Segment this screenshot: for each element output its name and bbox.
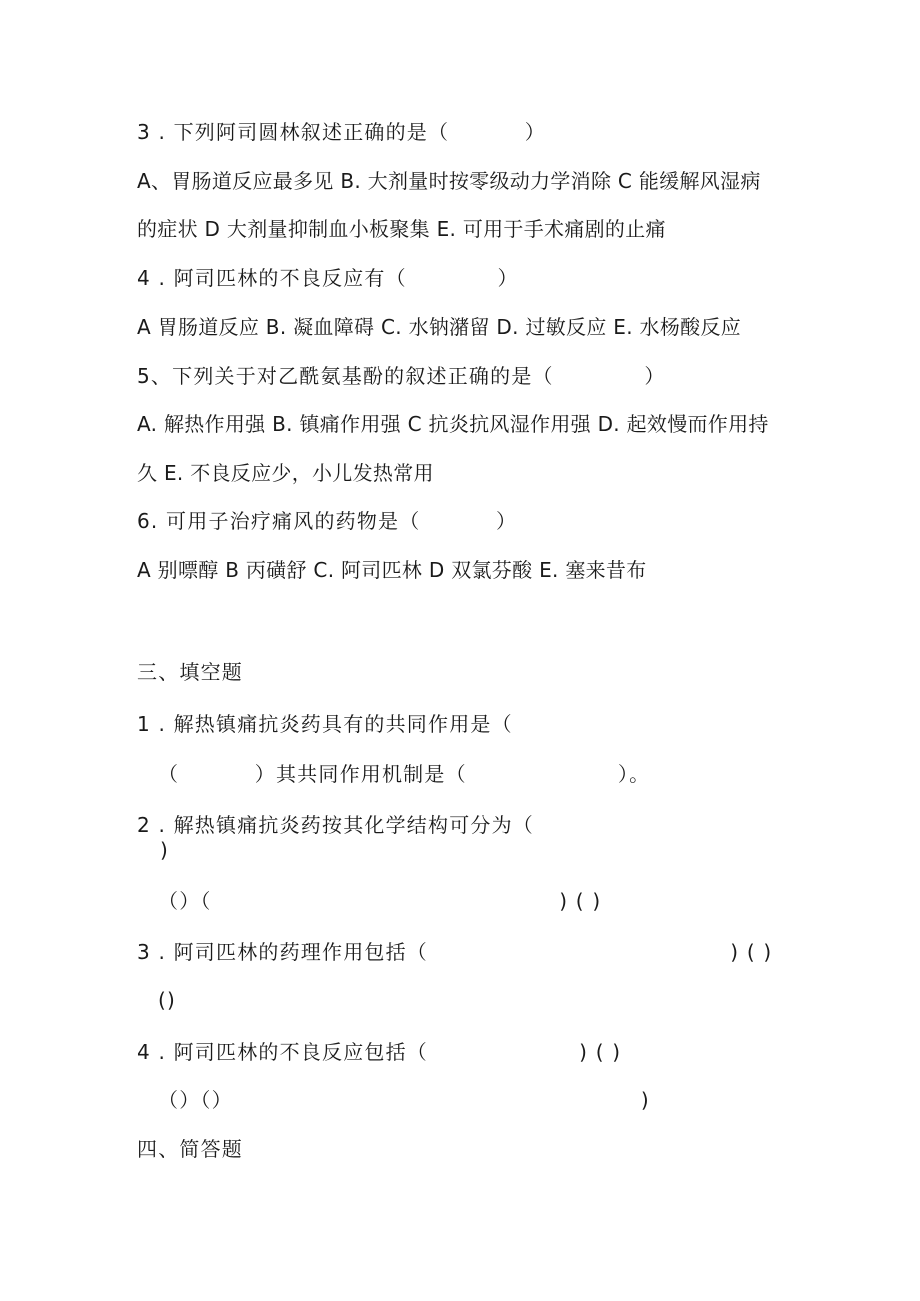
fill-2-line-1: 2 . 解热镇痛抗炎药按其化学结构可分为（ [137, 813, 534, 837]
fill-2-line-3: （）（ ) ( ) [158, 889, 602, 913]
fill-2-line-2: ) [160, 838, 170, 862]
question-3-options-line-1: A、胃肠道反应最多见 B. 大剂量时按零级动力学消除 C 能缓解风湿病 [137, 169, 761, 193]
fill-1-line-1: 1 . 解热镇痛抗炎药具有的共同作用是（ [137, 712, 513, 736]
question-5-options-line-1: A. 解热作用强 B. 镇痛作用强 C 抗炎抗风湿作用强 D. 起效慢而作用持 [137, 412, 769, 436]
question-5-options-line-2: 久 E. 不良反应少，小儿发热常用 [137, 461, 434, 485]
question-5-stem: 5、下列关于对乙酰氨基酚的叙述正确的是（ ） [137, 364, 666, 388]
fill-3-line-1: 3 . 阿司匹林的药理作用包括（ ) ( ) [137, 940, 773, 964]
fill-4-line-2: （）（） ) [158, 1088, 650, 1112]
fill-1-line-2: （ ）其共同作用机制是（ ）。 [158, 762, 651, 786]
fill-4-line-1: 4 . 阿司匹林的不良反应包括（ ) ( ) [137, 1040, 622, 1064]
question-4-stem: 4 . 阿司匹林的不良反应有（ ） [137, 266, 519, 290]
fill-3-line-2: () [158, 988, 177, 1012]
question-6-options-line-1: A 别嘌醇 B 丙磺舒 C. 阿司匹林 D 双氯芬酸 E. 塞来昔布 [137, 558, 647, 582]
question-3-stem: 3 . 下列阿司圆林叙述正确的是（ ） [137, 120, 546, 144]
section-heading-fill: 三、填空题 [137, 660, 243, 684]
question-3-options-line-2: 的症状 D 大剂量抑制血小板聚集 E. 可用于手术痛剧的止痛 [137, 217, 666, 241]
question-6-stem: 6. 可用子治疗痛风的药物是（ ） [137, 509, 518, 533]
question-4-options-line-1: A 胃肠道反应 B. 凝血障碍 C. 水钠潴留 D. 过敏反应 E. 水杨酸反应 [137, 315, 742, 339]
section-heading-short-answer: 四、简答题 [137, 1137, 243, 1161]
